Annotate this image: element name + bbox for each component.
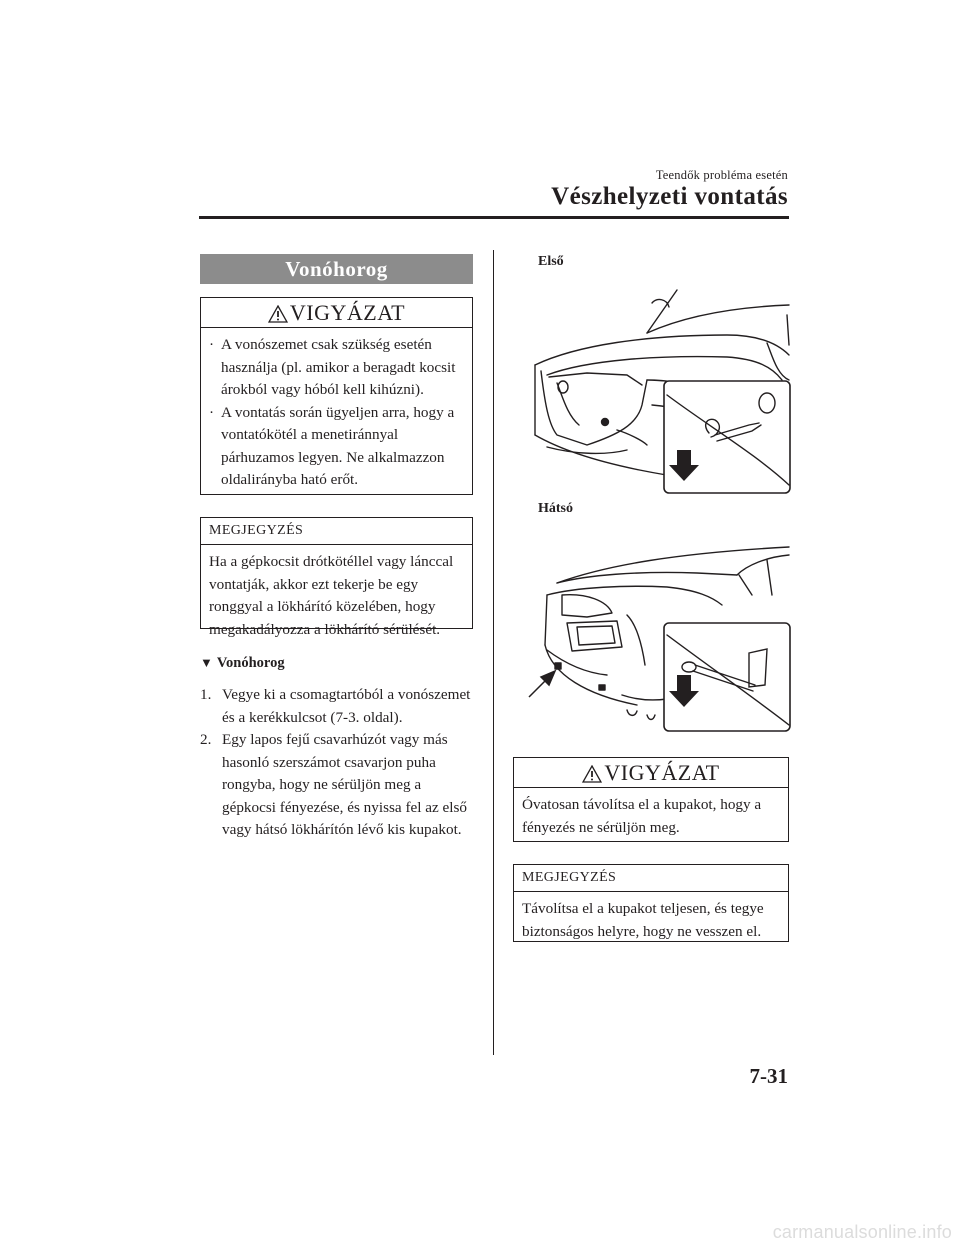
watermark-text: carmanualsonline.info	[772, 1222, 952, 1242]
steps-list	[200, 684, 475, 842]
caution-text: Óvatosan távolítsa el a kupakot, hogy a fényezés ne sérüljön meg.	[522, 796, 762, 836]
down-triangle-icon: ▼	[200, 655, 213, 670]
note-title: MEGJEGYZÉS	[514, 865, 788, 892]
caution-item: · A vonószemet csak szükség esetén használja (pl. amikor a beragadt kocsit árokból vagy hóból kell kihúzni).	[209, 336, 456, 398]
column-divider	[493, 250, 494, 1055]
page-number: 7-31	[749, 1064, 788, 1088]
front-car-illustration	[527, 285, 792, 498]
caution-header	[201, 298, 472, 328]
caution-box-1	[200, 297, 473, 495]
pointer-arrow-icon	[529, 671, 555, 697]
step-text: Vegye ki a csomagtartóból a vonószemet és a kerékkulcsot (7-3. oldal).	[222, 686, 471, 726]
section-title: Vészhelyzeti vontatás	[551, 183, 788, 210]
chapter-title: Teendők probléma esetén	[655, 168, 788, 182]
caution-item-text: A vontatás során ügyeljen arra, hogy a vontatókötél a menetiránnyal párhuzamos legyen. Ne alkalmazzon oldalirányba ható erőt.	[221, 403, 455, 488]
caution-box-2	[513, 757, 789, 842]
note-text: Távolítsa el a kupakot teljesen, és tegye biztonságos helyre, hogy ne vesszen el.	[522, 900, 764, 940]
subsection-title: Vonóhorog	[216, 655, 285, 671]
caution-body	[201, 328, 472, 492]
caution-item-text: A vonószemet csak szükség esetén használja (pl. amikor a beragadt kocsit árokból vagy hóból kell kihúzni).	[221, 336, 456, 398]
warning-triangle-icon	[582, 765, 602, 783]
rear-label: Hátsó	[538, 501, 573, 516]
caution-item: · A vontatás során ügyeljen arra, hogy a vontatókötél a menetiránnyal párhuzamos legyen. Ne alkalmazzon oldalirányba ható erőt.	[209, 403, 455, 488]
rear-car-illustration	[527, 535, 792, 735]
main-title: Vonóhorog	[200, 254, 473, 284]
caution-title: VIGYÁZAT	[604, 760, 720, 785]
step-number: 1.	[200, 686, 212, 703]
note-box-1	[200, 517, 473, 638]
note-text: Ha a gépkocsit drótkötéllel vagy lánccal vontatják, akkor ezt tekerje be egy ronggyal a lökhárító közelében, hogy megakadályozza a lökhárító sérülését.	[209, 553, 454, 638]
subsection-heading	[200, 655, 285, 672]
caution-title: VIGYÁZAT	[289, 300, 406, 325]
step-number: 2.	[200, 731, 212, 748]
warning-triangle-icon	[268, 305, 288, 323]
note-title: MEGJEGYZÉS	[201, 518, 472, 545]
note-box-2	[513, 864, 789, 942]
caution-header	[514, 758, 788, 788]
header-rule	[199, 216, 789, 219]
step-item	[200, 684, 475, 729]
front-label: Első	[538, 254, 564, 269]
step-item	[200, 729, 475, 842]
step-text: Egy lapos fejű csavarhúzót vagy más hasonló szerszámot csavarjon puha rongyba, hogy ne sérüljön meg a gépkocsi fényezése, és nyissa fel az első vagy hátsó lökhárítón lévő kis kupakot.	[222, 731, 468, 838]
